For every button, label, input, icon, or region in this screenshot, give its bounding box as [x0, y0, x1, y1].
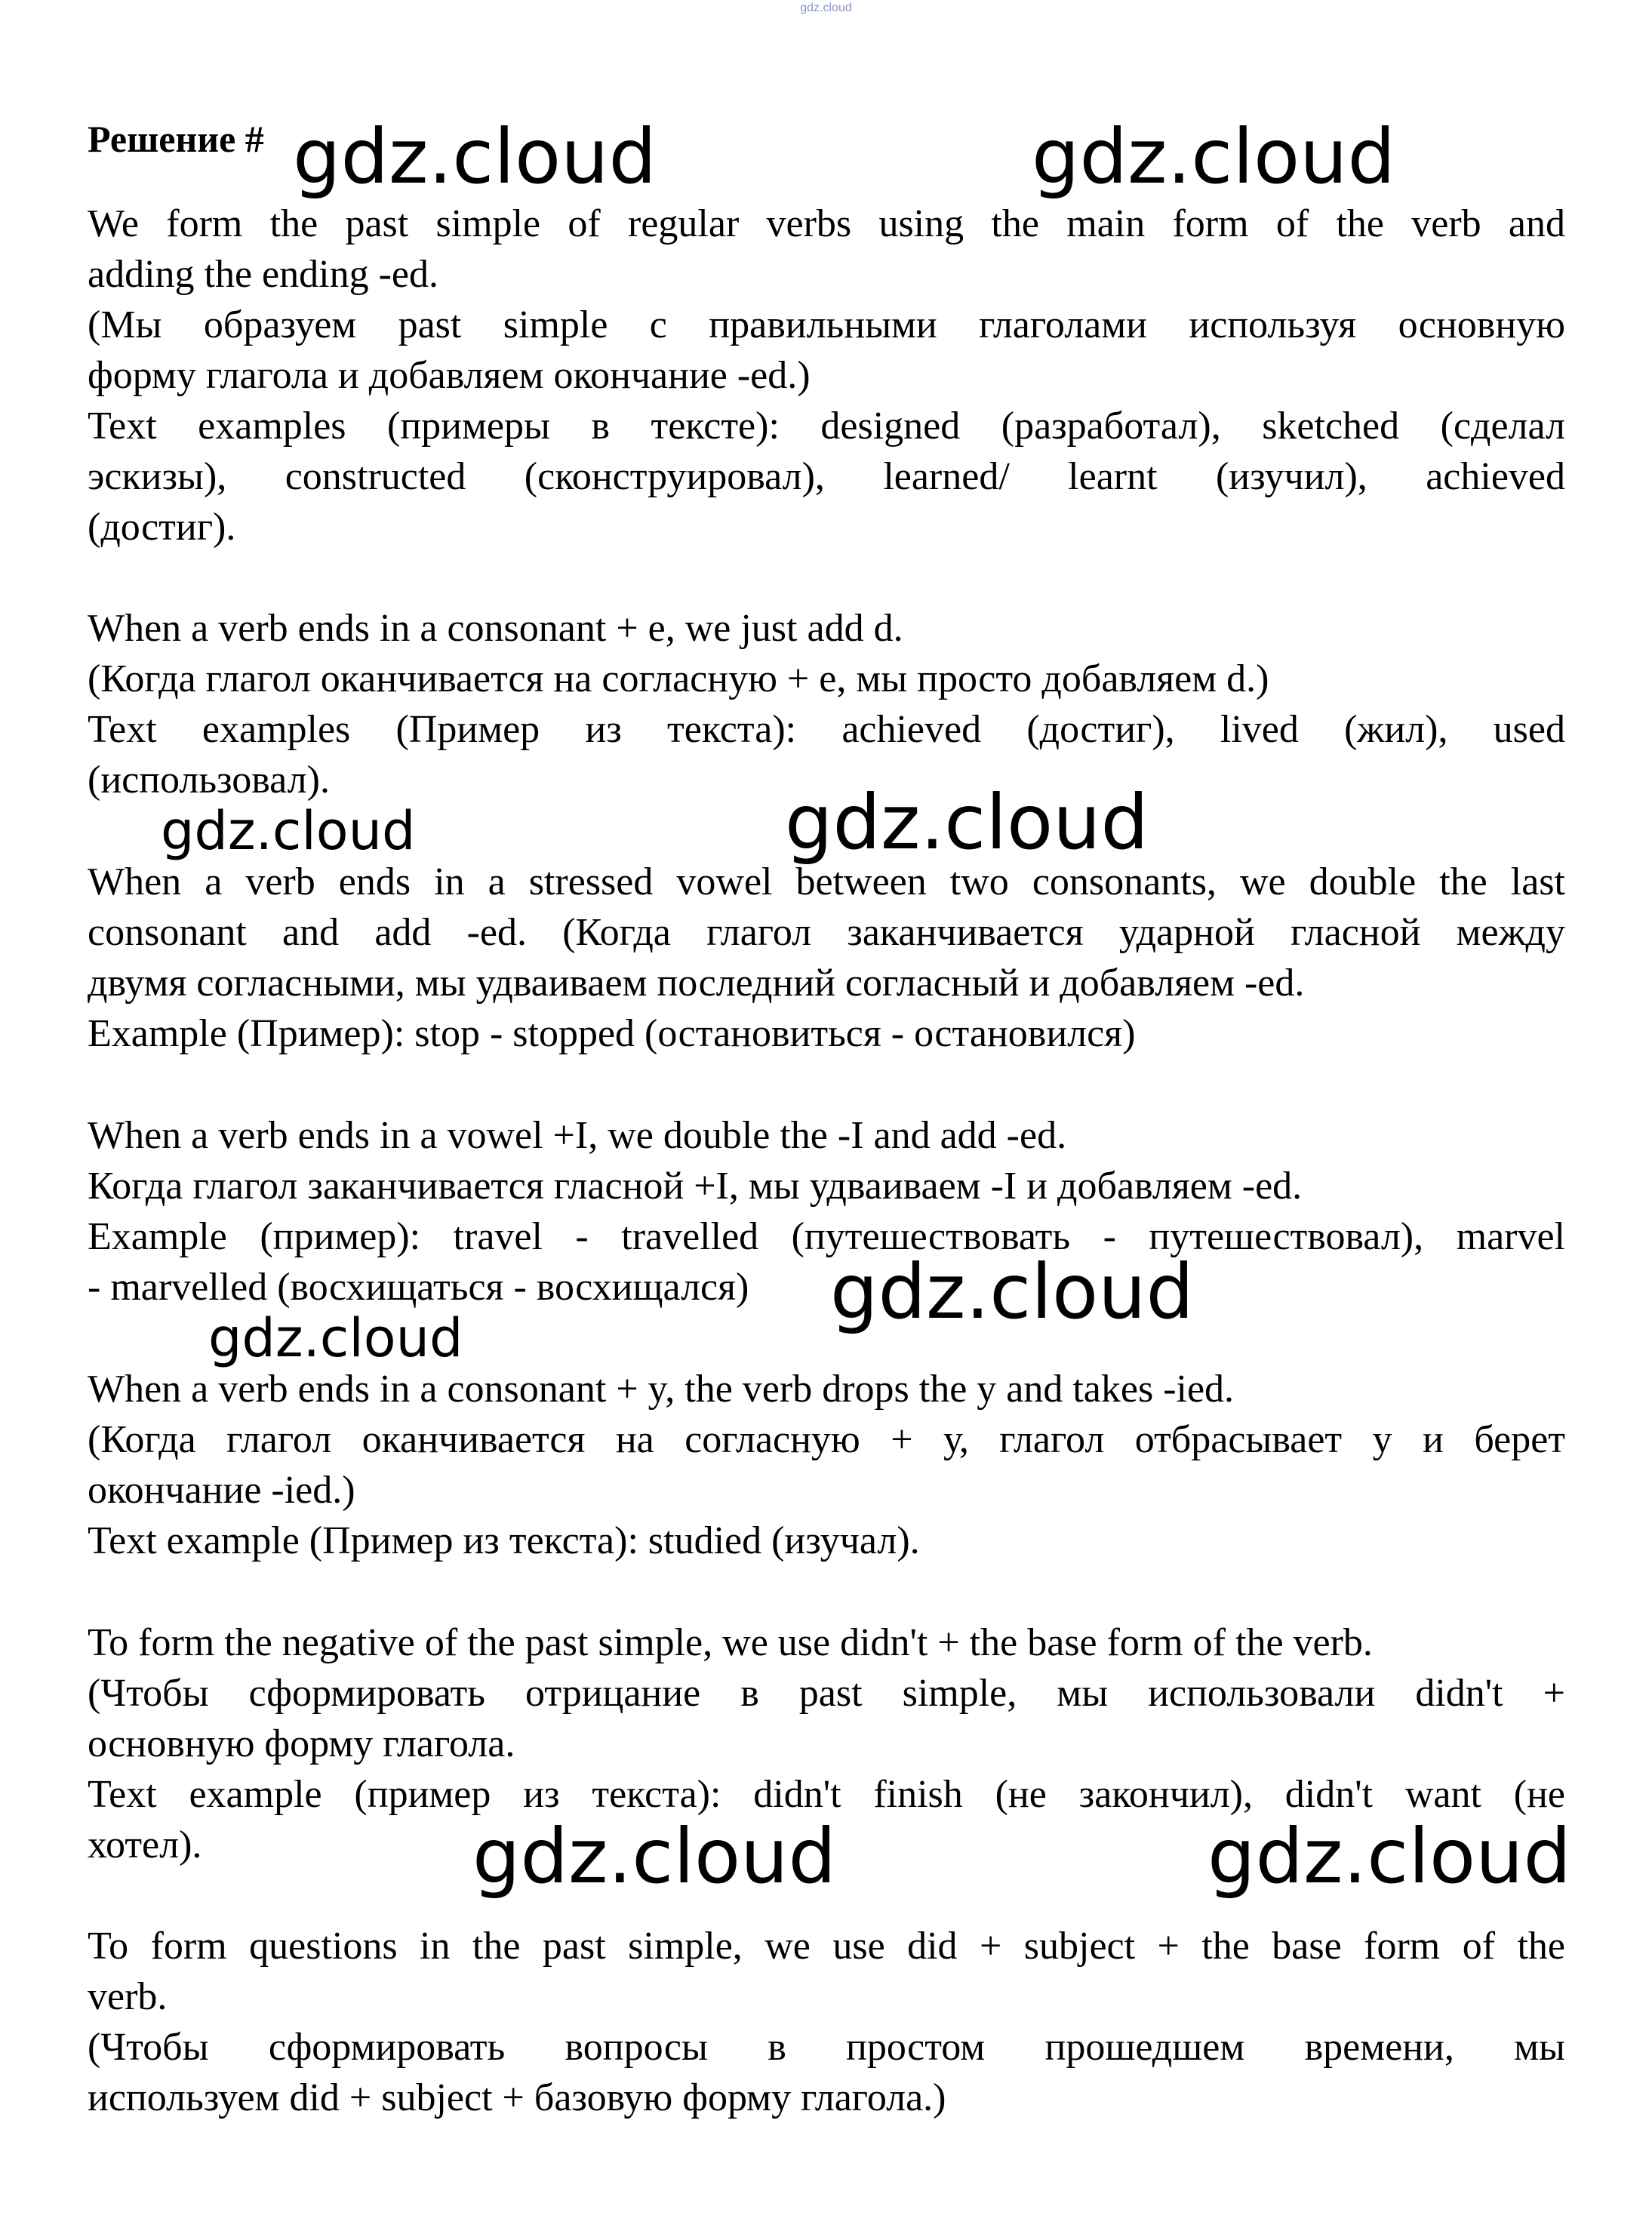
text-line: When a verb ends in a consonant + y, the verb drops the y and takes -ied.	[88, 1368, 1235, 1411]
text-line: (Когда глагол оканчивается на согласную + е, мы просто добавляем d.)	[88, 657, 1269, 700]
text-line: (Чтобы сформировать отрицание в past simple, мы использовали didn't +	[88, 1672, 1565, 1715]
text-line: (Мы образуем past simple с правильными глаголами используя основную	[88, 303, 1565, 346]
text-line: To form the negative of the past simple, we use didn't + the base form of the verb.	[88, 1621, 1373, 1664]
text-line: форму глагола и добавляем окончание -ed.)	[88, 354, 811, 397]
text-line: (использовал).	[88, 759, 330, 802]
watermark-logo: gdz.cloud	[472, 1812, 837, 1900]
text-line: adding the ending -ed.	[88, 253, 438, 296]
watermark-logo: gdz.cloud	[293, 112, 657, 201]
text-line: хотел).	[88, 1823, 202, 1866]
watermark-logo: gdz.cloud	[1207, 1812, 1572, 1900]
text-line: основную форму глагола.	[88, 1722, 515, 1765]
text-line: We form the past simple of regular verbs using the main form of the verb and	[88, 202, 1565, 245]
text-line: (достиг).	[88, 506, 236, 549]
text-line: verb.	[88, 1975, 168, 2018]
text-line: двумя согласными, мы удваиваем последний согласный и добавляем -ed.	[88, 962, 1305, 1005]
text-line: Text example (Пример из текста): studied (изучал).	[88, 1519, 920, 1562]
text-line: эскизы), constructed (сконструировал), learned/ learnt (изучил), achieved	[88, 455, 1565, 498]
watermark-logo: gdz.cloud	[161, 800, 416, 862]
text-line: When a verb ends in a consonant + e, we just add d.	[88, 607, 903, 650]
watermark-logo: gdz.cloud	[208, 1307, 463, 1369]
watermark-logo: gdz.cloud	[1032, 112, 1396, 201]
text-line: consonant and add -ed. (Когда глагол заканчивается ударной гласной между	[88, 911, 1565, 954]
text-line: Text example (пример из текста): didn't finish (не закончил), didn't want (не	[88, 1773, 1565, 1816]
top-watermark: gdz.cloud	[800, 2, 852, 14]
text-line: Example (пример): travel - travelled (путешествовать - путешествовал), marvel	[88, 1215, 1565, 1258]
solution-heading: Решение #	[88, 118, 264, 160]
text-line: используем did + subject + базовую форму глагола.)	[88, 2076, 946, 2119]
text-line: Example (Пример): stop - stopped (остановиться - остановился)	[88, 1012, 1136, 1055]
watermark-logo: gdz.cloud	[830, 1248, 1195, 1336]
text-line: (Когда глагол оканчивается на согласную + у, глагол отбрасывает у и берет	[88, 1418, 1565, 1461]
text-line: When a verb ends in a stressed vowel between two consonants, we double the last	[88, 860, 1565, 903]
text-line: Text examples (примеры в тексте): designed (разработал), sketched (сделал	[88, 405, 1565, 448]
text-line: When a verb ends in a vowel +I, we double the -I and add -ed.	[88, 1114, 1067, 1157]
text-line: Text examples (Пример из текста): achieved (достиг), lived (жил), used	[88, 708, 1565, 751]
text-line: окончание -ied.)	[88, 1469, 355, 1512]
text-line: Когда глагол заканчивается гласной +I, мы удваиваем -I и добавляем -ed.	[88, 1165, 1303, 1208]
text-line: (Чтобы сформировать вопросы в простом прошедшем времени, мы	[88, 2026, 1565, 2069]
watermark-logo: gdz.cloud	[785, 778, 1149, 866]
text-line: To form questions in the past simple, we use did + subject + the base form of the	[88, 1925, 1565, 1968]
text-line: - marvelled (восхищаться - восхищался)	[88, 1266, 749, 1309]
